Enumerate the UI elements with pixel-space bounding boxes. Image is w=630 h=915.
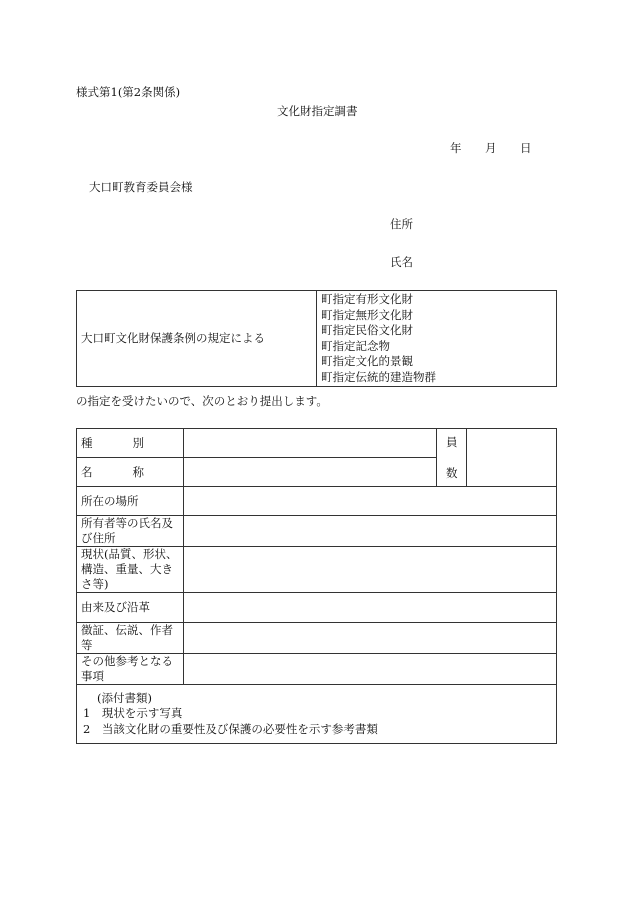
location-label: 所在の場所 (77, 487, 184, 516)
type-label: 種 別 (77, 429, 184, 458)
table-row (77, 623, 557, 654)
addressee: 大口町教育委員会様 (89, 180, 193, 194)
type-field[interactable] (183, 429, 436, 458)
table-row (77, 654, 557, 685)
attachment-item: 2 当該文化財の重要性及び保護の必要性を示す参考書類 (83, 721, 378, 736)
history-field[interactable] (183, 593, 556, 623)
option-folk: 町指定民俗文化財 (321, 323, 413, 337)
option-intangible: 町指定無形文化財 (321, 307, 413, 322)
attachments-heading: (添付書類) (97, 690, 152, 705)
table-row (77, 685, 557, 744)
applicant-address-label: 住所 (390, 217, 413, 231)
table-row (77, 429, 557, 458)
other-label: その他参考となる事項 (77, 654, 184, 685)
option-buildings: 町指定伝統的建造物群 (321, 369, 436, 384)
attachments-cell (77, 685, 557, 744)
name-label: 名 称 (77, 458, 184, 487)
legend-label: 徴証、伝説、作者等 (77, 623, 184, 654)
option-tangible: 町指定有形文化財 (321, 292, 413, 306)
location-field[interactable] (183, 487, 556, 516)
option-monument: 町指定記念物 (321, 338, 390, 353)
document-title: 文化財指定調書 (277, 104, 358, 118)
history-label: 由来及び沿革 (77, 593, 184, 623)
regulation-table (76, 290, 557, 387)
attachment-item: 1 現状を示す写真 (83, 706, 183, 721)
count-field[interactable] (467, 429, 557, 487)
designation-options (317, 291, 557, 387)
table-row (77, 593, 557, 623)
condition-label: 現状(品質、形状、構造、重量、大きさ等) (77, 547, 184, 593)
regulation-text: 大口町文化財保護条例の規定による (77, 291, 317, 387)
owner-label: 所有者等の氏名及び住所 (77, 516, 184, 547)
main-form-table (76, 428, 557, 744)
table-row (77, 516, 557, 547)
date-month: 月 (485, 141, 497, 155)
applicant-name-label: 氏名 (390, 255, 413, 269)
legend-field[interactable] (183, 623, 556, 654)
table-row (77, 547, 557, 593)
table-row (77, 487, 557, 516)
count-label: 員 数 (437, 429, 467, 487)
other-field[interactable] (183, 654, 556, 685)
name-field[interactable] (183, 458, 436, 487)
condition-field[interactable] (183, 547, 556, 593)
submission-text: の指定を受けたいので、次のとおり提出します。 (76, 394, 328, 408)
date-day: 日 (520, 141, 532, 155)
form-number: 様式第1(第2条関係) (76, 85, 181, 99)
option-landscape: 町指定文化的景観 (321, 354, 413, 368)
date-year: 年 (450, 141, 462, 155)
owner-field[interactable] (183, 516, 556, 547)
